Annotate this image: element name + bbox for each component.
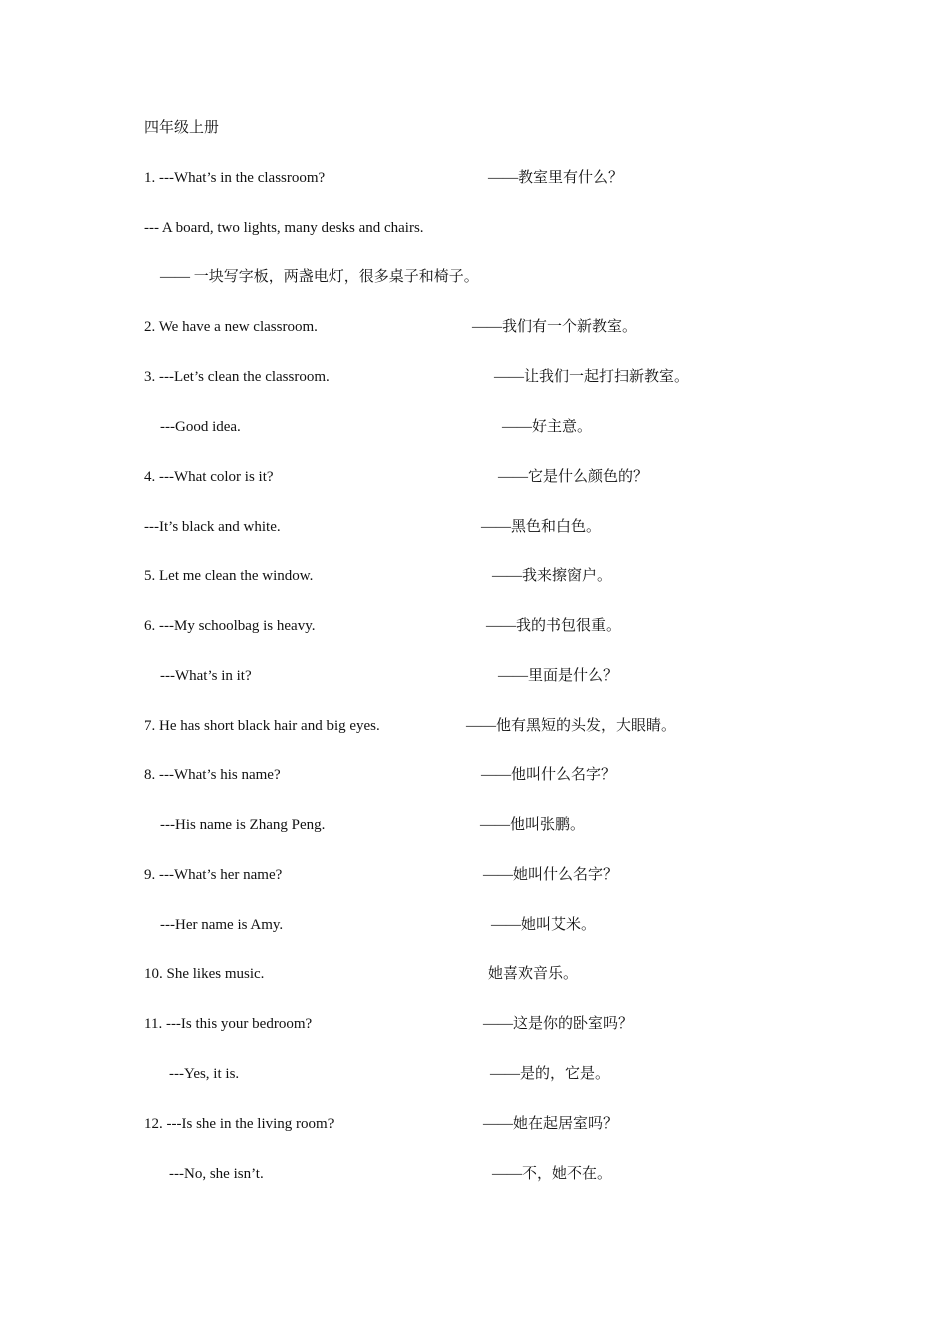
sentence-line-19: [0, 1063, 950, 1085]
english-sentence: 3. ---Let’s clean the classroom.: [144, 369, 330, 385]
sentence-line-4: [0, 316, 950, 338]
chinese-translation: ——它是什么颜色的？: [498, 469, 649, 485]
sentence-line-1: [0, 167, 950, 189]
sentence-line-18: [0, 1013, 950, 1035]
chinese-translation: ——他叫什么名字？: [481, 767, 617, 783]
chinese-translation: ——她叫什么名字？: [483, 867, 619, 883]
chinese-translation: ——她在起居室吗？: [483, 1116, 619, 1132]
english-sentence: ---Good idea.: [160, 419, 241, 435]
chinese-translation: ——他叫张鹏。: [480, 817, 586, 833]
chinese-translation: ——我的书包很重。: [486, 618, 622, 634]
english-sentence: 8. ---What’s his name?: [144, 767, 281, 783]
english-sentence: 12. ---Is she in the living room?: [144, 1116, 335, 1132]
chinese-translation: 她喜欢音乐。: [488, 966, 579, 982]
sentence-line-11: [0, 665, 950, 687]
sentence-line-14: [0, 814, 950, 836]
sentence-line-21: [0, 1163, 950, 1185]
english-sentence: ---His name is Zhang Peng.: [160, 817, 326, 833]
english-sentence: 9. ---What’s her name?: [144, 867, 283, 883]
chinese-translation: ——教室里有什么？: [488, 170, 624, 186]
english-sentence: ---What’s in it?: [160, 668, 252, 684]
english-sentence: ---Yes, it is.: [169, 1066, 240, 1082]
sentence-line-3: [0, 266, 950, 288]
sentence-line-13: [0, 764, 950, 786]
english-sentence: ---Her name is Amy.: [160, 917, 284, 933]
english-sentence: 10. She likes music.: [144, 966, 265, 982]
chinese-translation: ——这是你的卧室吗？: [483, 1016, 634, 1032]
english-sentence: 6. ---My schoolbag is heavy.: [144, 618, 316, 634]
chinese-translation: ——黑色和白色。: [481, 519, 602, 535]
document-title: 四年级上册: [144, 120, 220, 136]
english-sentence: 5. Let me clean the window.: [144, 568, 314, 584]
chinese-translation: ——让我们一起打扫新教室。: [494, 369, 690, 385]
sentence-line-8: [0, 516, 950, 538]
sentence-line-10: [0, 615, 950, 637]
sentence-line-7: [0, 466, 950, 488]
sentence-line-15: [0, 864, 950, 886]
chinese-translation: —— 一块写字板，两盏电灯，很多桌子和椅子。: [160, 269, 479, 285]
sentence-line-20: [0, 1113, 950, 1135]
sentence-line-16: [0, 914, 950, 936]
chinese-translation: ——里面是什么？: [498, 668, 619, 684]
english-sentence: 11. ---Is this your bedroom?: [144, 1016, 313, 1032]
english-sentence: ---It’s black and white.: [144, 519, 281, 535]
chinese-translation: ——我来擦窗户。: [492, 568, 613, 584]
sentence-line-12: [0, 715, 950, 737]
chinese-translation: ——好主意。: [502, 419, 593, 435]
english-sentence: --- A board, two lights, many desks and chairs.: [144, 220, 424, 236]
chinese-translation: ——他有黑短的头发，大眼睛。: [466, 718, 677, 734]
english-sentence: 7. He has short black hair and big eyes.: [144, 718, 380, 734]
sentence-line-6: [0, 416, 950, 438]
chinese-translation: ——是的，它是。: [490, 1066, 611, 1082]
chinese-translation: ——不，她不在。: [492, 1166, 613, 1182]
english-sentence: ---No, she isn’t.: [169, 1166, 264, 1182]
sentence-line-9: [0, 565, 950, 587]
sentence-line-5: [0, 366, 950, 388]
english-sentence: 4. ---What color is it?: [144, 469, 274, 485]
chinese-translation: ——我们有一个新教室。: [472, 319, 638, 335]
sentence-line-2: [0, 217, 950, 239]
english-sentence: 2. We have a new classroom.: [144, 319, 318, 335]
chinese-translation: ——她叫艾米。: [491, 917, 597, 933]
sentence-line-17: [0, 963, 950, 985]
english-sentence: 1. ---What’s in the classroom?: [144, 170, 326, 186]
